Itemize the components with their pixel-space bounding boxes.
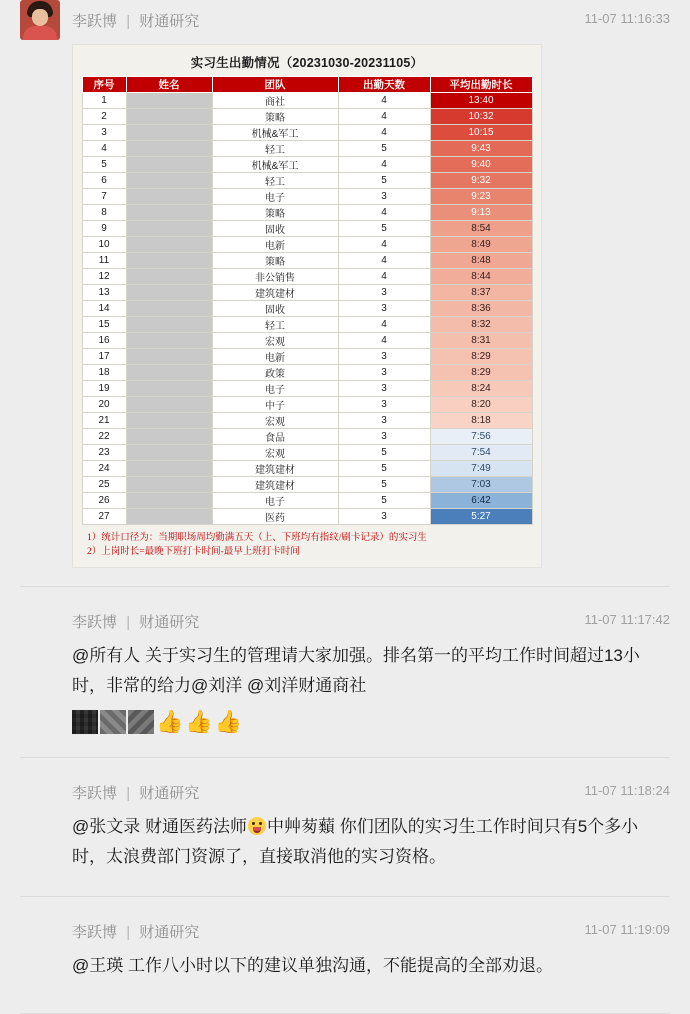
cell-days: 5 [338,493,430,509]
cell-duration: 8:37 [430,285,532,301]
chat-message [0,772,690,878]
cell-duration: 8:20 [430,397,532,413]
cell-team: 策略 [212,109,338,125]
cell-duration: 9:43 [430,141,532,157]
table-row [82,189,532,205]
cell-index: 1 [82,93,126,109]
cell-team: 轻工 [212,317,338,333]
cell-index: 19 [82,381,126,397]
table-row [82,285,532,301]
cell-team: 电新 [212,237,338,253]
attendance-table-notes [87,531,533,559]
message-divider [20,896,670,897]
cell-index: 23 [82,445,126,461]
sender-department: 财通研究 [139,784,200,802]
note-line-2: 2）上岗时长=最晚下班打卡时间-最早上班打卡时间 [87,547,300,557]
cell-name-redacted [126,381,212,397]
cell-team: 机械&军工 [212,157,338,173]
avatar-body [23,26,57,40]
attendance-table-title: 实习生出勤情况（20231030-20231105） [190,56,424,70]
cell-index: 8 [82,205,126,221]
cell-name-redacted [126,237,212,253]
sender-line [72,611,199,632]
cell-name-redacted [126,429,212,445]
cell-name-redacted [126,461,212,477]
cell-days: 3 [338,285,430,301]
message-text [72,812,670,878]
table-row [82,333,532,349]
cell-days: 4 [338,93,430,109]
cell-index: 7 [82,189,126,205]
cell-team: 固收 [212,301,338,317]
cell-index: 10 [82,237,126,253]
cell-name-redacted [126,397,212,413]
message-text: @所有人 关于实习生的管理请大家加强。排名第一的平均工作时间超过13小时，非常的给力@刘洋 @刘洋财通商社 [72,646,640,695]
sender-department: 财通研究 [139,12,200,30]
cell-days: 3 [338,429,430,445]
cell-duration: 9:32 [430,173,532,189]
sender-line [72,921,199,942]
cell-duration: 7:54 [430,445,532,461]
cell-days: 3 [338,509,430,525]
cell-index: 6 [82,173,126,189]
column-header-name: 姓名 [126,77,212,93]
message-text: @王瑛 工作八小时以下的建议单独沟通，不能提高的全部劝退。 [72,956,553,975]
table-row [82,253,532,269]
table-row [82,429,532,445]
cell-index: 14 [82,301,126,317]
cell-duration: 8:29 [430,349,532,365]
cell-name-redacted [126,221,212,237]
message-timestamp: 11-07 11:19:09 [584,922,670,937]
cell-team: 建筑建材 [212,477,338,493]
message-attachment-row [72,709,670,735]
cell-duration: 7:03 [430,477,532,493]
cell-name-redacted [126,173,212,189]
cell-duration: 8:48 [430,253,532,269]
cell-team: 医药 [212,509,338,525]
cell-index: 3 [82,125,126,141]
cell-days: 3 [338,189,430,205]
cell-index: 16 [82,333,126,349]
cell-days: 5 [338,461,430,477]
table-row [82,365,532,381]
table-row [82,269,532,285]
table-row [82,205,532,221]
cell-index: 9 [82,221,126,237]
cell-index: 5 [82,157,126,173]
message-header [20,601,670,641]
redacted-block-icon [72,710,98,734]
message-header [20,772,670,812]
column-header-duration: 平均出勤时长 [430,77,532,93]
cell-name-redacted [126,493,212,509]
table-row [82,445,532,461]
attendance-image-card[interactable] [72,44,542,568]
sender-line [72,782,199,803]
avatar-face [32,9,48,26]
cell-index: 21 [82,413,126,429]
cell-days: 3 [338,301,430,317]
cell-team: 策略 [212,253,338,269]
sender-separator: | [126,613,131,631]
table-row [82,109,532,125]
chat-message [0,601,690,735]
message-text-part1: @张文录 财通医药法师 [72,817,247,836]
cell-duration: 10:15 [430,125,532,141]
cell-duration: 7:49 [430,461,532,477]
sender-name: 李跃博 [72,923,118,941]
chat-message [0,911,690,987]
cell-duration: 8:24 [430,381,532,397]
cell-duration: 8:32 [430,317,532,333]
thumbs-up-icon: 👍 [185,709,213,734]
table-row [82,381,532,397]
emoji-row [72,709,670,735]
cell-days: 4 [338,157,430,173]
sender-separator: | [126,784,131,802]
cell-duration: 5:27 [430,509,532,525]
cell-team: 宏观 [212,445,338,461]
cell-name-redacted [126,301,212,317]
cell-duration: 8:44 [430,269,532,285]
sender-department: 财通研究 [139,613,200,631]
message-text-part2: 中艸茐蘱 你们团队的实习生工作时间只有5个多小时，太浪费部门资源了，直接取消他的实习资格。 [72,817,639,866]
cell-index: 15 [82,317,126,333]
cell-name-redacted [126,365,212,381]
cell-duration: 8:49 [430,237,532,253]
table-row [82,509,532,525]
cell-days: 4 [338,269,430,285]
cell-name-redacted [126,189,212,205]
avatar[interactable] [20,601,60,641]
cell-index: 13 [82,285,126,301]
cell-name-redacted [126,93,212,109]
sender-name: 李跃博 [72,784,118,802]
sender-name: 李跃博 [72,613,118,631]
cell-duration: 13:40 [430,93,532,109]
cell-days: 3 [338,381,430,397]
redacted-block-icon [128,710,154,734]
cell-index: 26 [82,493,126,509]
cell-team: 电子 [212,493,338,509]
thumbs-up-icon: 👍 [156,709,184,734]
cell-name-redacted [126,253,212,269]
cell-days: 3 [338,349,430,365]
note-line-1: 1）统计口径为：当期职场周均勤满五天（上、下班均有指纹/刷卡记录）的实习生 [87,533,427,543]
cell-days: 5 [338,221,430,237]
cell-name-redacted [126,205,212,221]
attendance-table [82,76,533,525]
sender-department: 财通研究 [139,923,200,941]
cell-team: 中子 [212,397,338,413]
table-row [82,237,532,253]
cell-days: 5 [338,477,430,493]
cell-days: 3 [338,413,430,429]
cell-duration: 8:31 [430,333,532,349]
cell-name-redacted [126,109,212,125]
cell-index: 24 [82,461,126,477]
table-row [82,93,532,109]
table-row [82,141,532,157]
column-header-index: 序号 [82,77,126,93]
cell-index: 25 [82,477,126,493]
cell-team: 固收 [212,221,338,237]
cell-team: 政策 [212,365,338,381]
cell-days: 4 [338,317,430,333]
table-row [82,221,532,237]
cell-index: 11 [82,253,126,269]
cell-duration: 8:54 [430,221,532,237]
redacted-block-icon [100,710,126,734]
table-row [82,413,532,429]
sender-line [72,10,199,31]
cell-name-redacted [126,333,212,349]
sender-separator: | [126,12,131,30]
cell-team: 建筑建材 [212,461,338,477]
cell-index: 2 [82,109,126,125]
cell-team: 建筑建材 [212,285,338,301]
table-row [82,125,532,141]
cell-duration: 8:36 [430,301,532,317]
cell-days: 5 [338,173,430,189]
cell-team: 策略 [212,205,338,221]
cell-team: 机械&军工 [212,125,338,141]
cell-name-redacted [126,413,212,429]
cell-team: 宏观 [212,333,338,349]
cell-days: 4 [338,125,430,141]
cell-name-redacted [126,445,212,461]
message-divider [20,757,670,758]
cell-team: 商社 [212,93,338,109]
cell-index: 18 [82,365,126,381]
cell-days: 3 [338,365,430,381]
cell-name-redacted [126,141,212,157]
cell-index: 22 [82,429,126,445]
cell-team: 电新 [212,349,338,365]
cell-duration: 8:29 [430,365,532,381]
table-row [82,461,532,477]
cell-name-redacted [126,509,212,525]
cell-name-redacted [126,269,212,285]
message-timestamp: 11-07 11:18:24 [584,783,670,798]
attendance-table-body [82,93,532,525]
table-row [82,477,532,493]
message-timestamp: 11-07 11:17:42 [584,612,670,627]
cell-index: 27 [82,509,126,525]
cell-days: 4 [338,109,430,125]
cell-name-redacted [126,125,212,141]
cell-duration: 9:23 [430,189,532,205]
message-timestamp: 11-07 11:16:33 [584,11,670,26]
avatar[interactable] [20,772,60,812]
cell-index: 20 [82,397,126,413]
table-row [82,301,532,317]
cell-duration: 9:13 [430,205,532,221]
cell-index: 12 [82,269,126,285]
cell-days: 5 [338,141,430,157]
cell-name-redacted [126,285,212,301]
message-header [20,911,670,951]
message-divider [20,586,670,587]
table-row [82,317,532,333]
table-row [82,349,532,365]
cell-team: 非公销售 [212,269,338,285]
cell-days: 3 [338,397,430,413]
table-header-row [82,77,532,93]
cell-duration: 7:56 [430,429,532,445]
cell-duration: 8:18 [430,413,532,429]
smiley-emoji-icon [248,817,266,835]
cell-days: 4 [338,333,430,349]
column-header-team: 团队 [212,77,338,93]
thumbs-up-icon: 👍 [214,709,243,734]
cell-days: 5 [338,445,430,461]
column-header-days: 出勤天数 [338,77,430,93]
cell-team: 轻工 [212,173,338,189]
avatar[interactable] [20,0,60,40]
cell-team: 电子 [212,189,338,205]
cell-team: 电子 [212,381,338,397]
cell-duration: 6:42 [430,493,532,509]
cell-team: 宏观 [212,413,338,429]
cell-days: 4 [338,237,430,253]
cell-index: 4 [82,141,126,157]
table-row [82,493,532,509]
cell-name-redacted [126,477,212,493]
avatar[interactable] [20,911,60,951]
table-row [82,157,532,173]
cell-team: 食品 [212,429,338,445]
cell-duration: 10:32 [430,109,532,125]
sender-name: 李跃博 [72,12,118,30]
cell-name-redacted [126,157,212,173]
cell-days: 4 [338,205,430,221]
sender-separator: | [126,923,131,941]
cell-team: 轻工 [212,141,338,157]
cell-name-redacted [126,349,212,365]
table-row [82,173,532,189]
cell-name-redacted [126,317,212,333]
cell-duration: 9:40 [430,157,532,173]
cell-index: 17 [82,349,126,365]
table-row [82,397,532,413]
message-header [20,0,670,40]
cell-days: 4 [338,253,430,269]
